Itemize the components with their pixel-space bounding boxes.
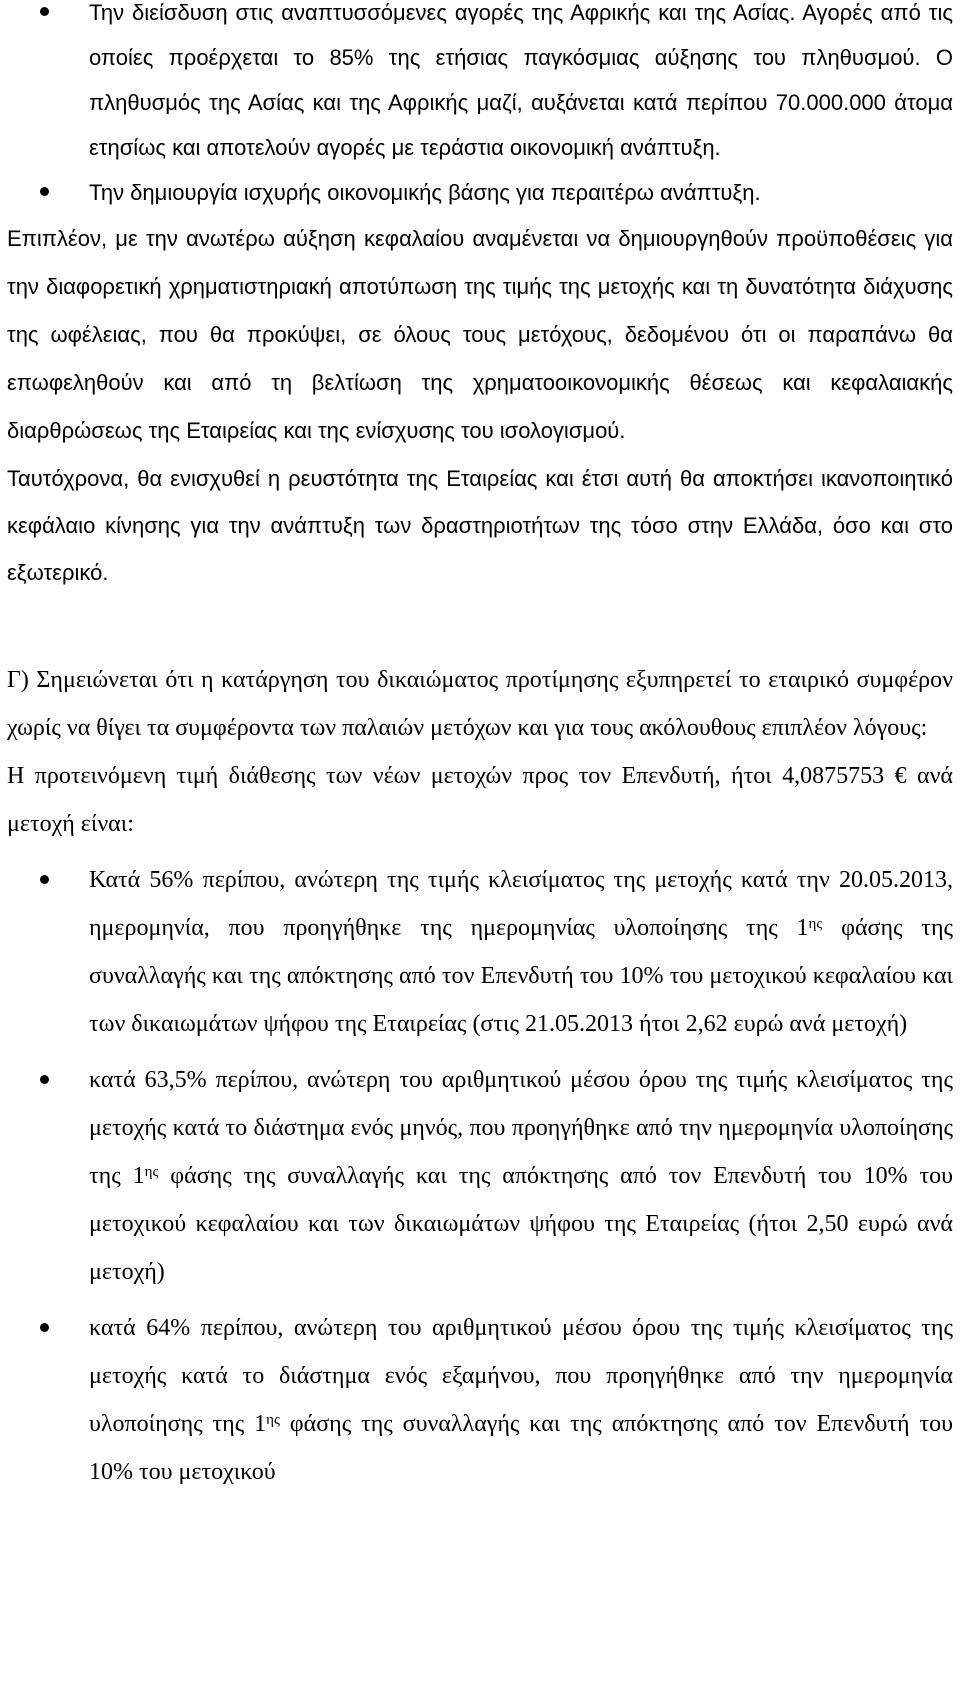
paragraph-offer-price: Η προτεινόμενη τιμή διάθεσης των νέων μετοχών προς τον Επενδυτή, ήτοι 4,0875753 € ανά μετοχή είναι: bbox=[7, 763, 953, 837]
paragraph-preemption: Γ) Σημειώνεται ότι η κατάργηση του δικαιώματος προτίμησης εξυπηρετεί το εταιρικό συμφέρον χωρίς να θίγει τα συμφέροντα των παλαιών μετόχων και για τους ακόλουθους επιπλέον λόγους: bbox=[7, 667, 953, 741]
bullet-text: κατά 63,5% περίπου, ανώτερη του αριθμητικού μέσου όρου της τιμής κλεισίματος της μετοχής κατά το διάστημα ενός μηνός, που προηγήθηκε από την ημερομηνία υλοποίησης της 1 bbox=[89, 1067, 953, 1189]
paragraph-liquidity: Ταυτόχρονα, θα ενισχυθεί η ρευστότητα της Εταιρείας και έτσι αυτή θα αποκτήσει ικανοποιητικό κεφάλαιο κίνησης για την ανάπτυξη των δραστηριοτήτων της τόσο στην Ελλάδα, όσο και στο εξωτερικό. bbox=[7, 466, 953, 585]
superscript: ης bbox=[144, 1164, 159, 1180]
list-item: Την δημιουργία ισχυρής οικονομικής βάσης για περαιτέρω ανάπτυξη. bbox=[7, 170, 953, 215]
superscript: ης bbox=[266, 1412, 280, 1428]
list-item bbox=[7, 1056, 953, 1296]
price-bullet-list bbox=[7, 856, 953, 1496]
spacer bbox=[7, 596, 953, 656]
bullet-text: φάσης της συναλλαγής και της απόκτησης από τον Επενδυτή του 10% του μετοχικού bbox=[89, 1411, 953, 1485]
bullet-text: φάσης της συναλλαγής και της απόκτησης από τον Επενδυτή του 10% του μετοχικού κεφαλαίου και των δικαιωμάτων ψήφου της Εταιρείας (ήτοι 2,50 ευρώ ανά μετοχή) bbox=[89, 1163, 953, 1285]
list-item bbox=[7, 856, 953, 1048]
superscript: ης bbox=[808, 916, 823, 932]
list-item bbox=[7, 1304, 953, 1496]
bullet-text: φάσης της συναλλαγής και της απόκτησης από τον Επενδυτή του 10% του μετοχικού κεφαλαίου και των δικαιωμάτων ψήφου της Εταιρείας (στις 21.05.2013 ήτοι 2,62 ευρώ ανά μετοχή) bbox=[89, 915, 953, 1037]
paragraph-capital-increase: Επιπλέον, με την ανωτέρω αύξηση κεφαλαίου αναμένεται να δημιουργηθούν προϋποθέσεις για την διαφορετική χρηματιστηριακή αποτύπωση της τιμής της μετοχής και τη δυνατότητα διάχυσης της ωφέλειας, που θα προκύψει, σε όλους τους μετόχους, δεδομένου ότι οι παραπάνω θα επωφεληθούν και από τη βελτίωση της χρηματοοικονομικής θέσεως και κεφαλαιακής διαρθρώσεως της Εταιρείας και της ενίσχυσης του ισολογισμού. bbox=[7, 226, 953, 443]
bullet-text: Κατά 56% περίπου, ανώτερη της τιμής κλεισίματος της μετοχής κατά την 20.05.2013, ημερομηνία, που προηγήθηκε της ημερομηνίας υλοποίησης της 1 bbox=[89, 867, 953, 941]
top-bullet-list bbox=[7, 0, 953, 215]
bullet-text: κατά 64% περίπου, ανώτερη του αριθμητικού μέσου όρου της τιμής κλεισίματος της μετοχής κατά το διάστημα ενός εξαμήνου, που προηγήθηκε από την ημερομηνία υλοποίησης της 1 bbox=[89, 1315, 953, 1437]
list-item: Την διείσδυση στις αναπτυσσόμενες αγορές της Αφρικής και της Ασίας. Αγορές από τις οποίες προέρχεται το 85% της ετήσιας παγκόσμιας αύξησης του πληθυσμού. Ο πληθυσμός της Ασίας και της Αφρικής μαζί, αυξάνεται κατά περίπου 70.000.000 άτομα ετησίως και αποτελούν αγορές με τεράστια οικονομική ανάπτυξη. bbox=[7, 0, 953, 170]
